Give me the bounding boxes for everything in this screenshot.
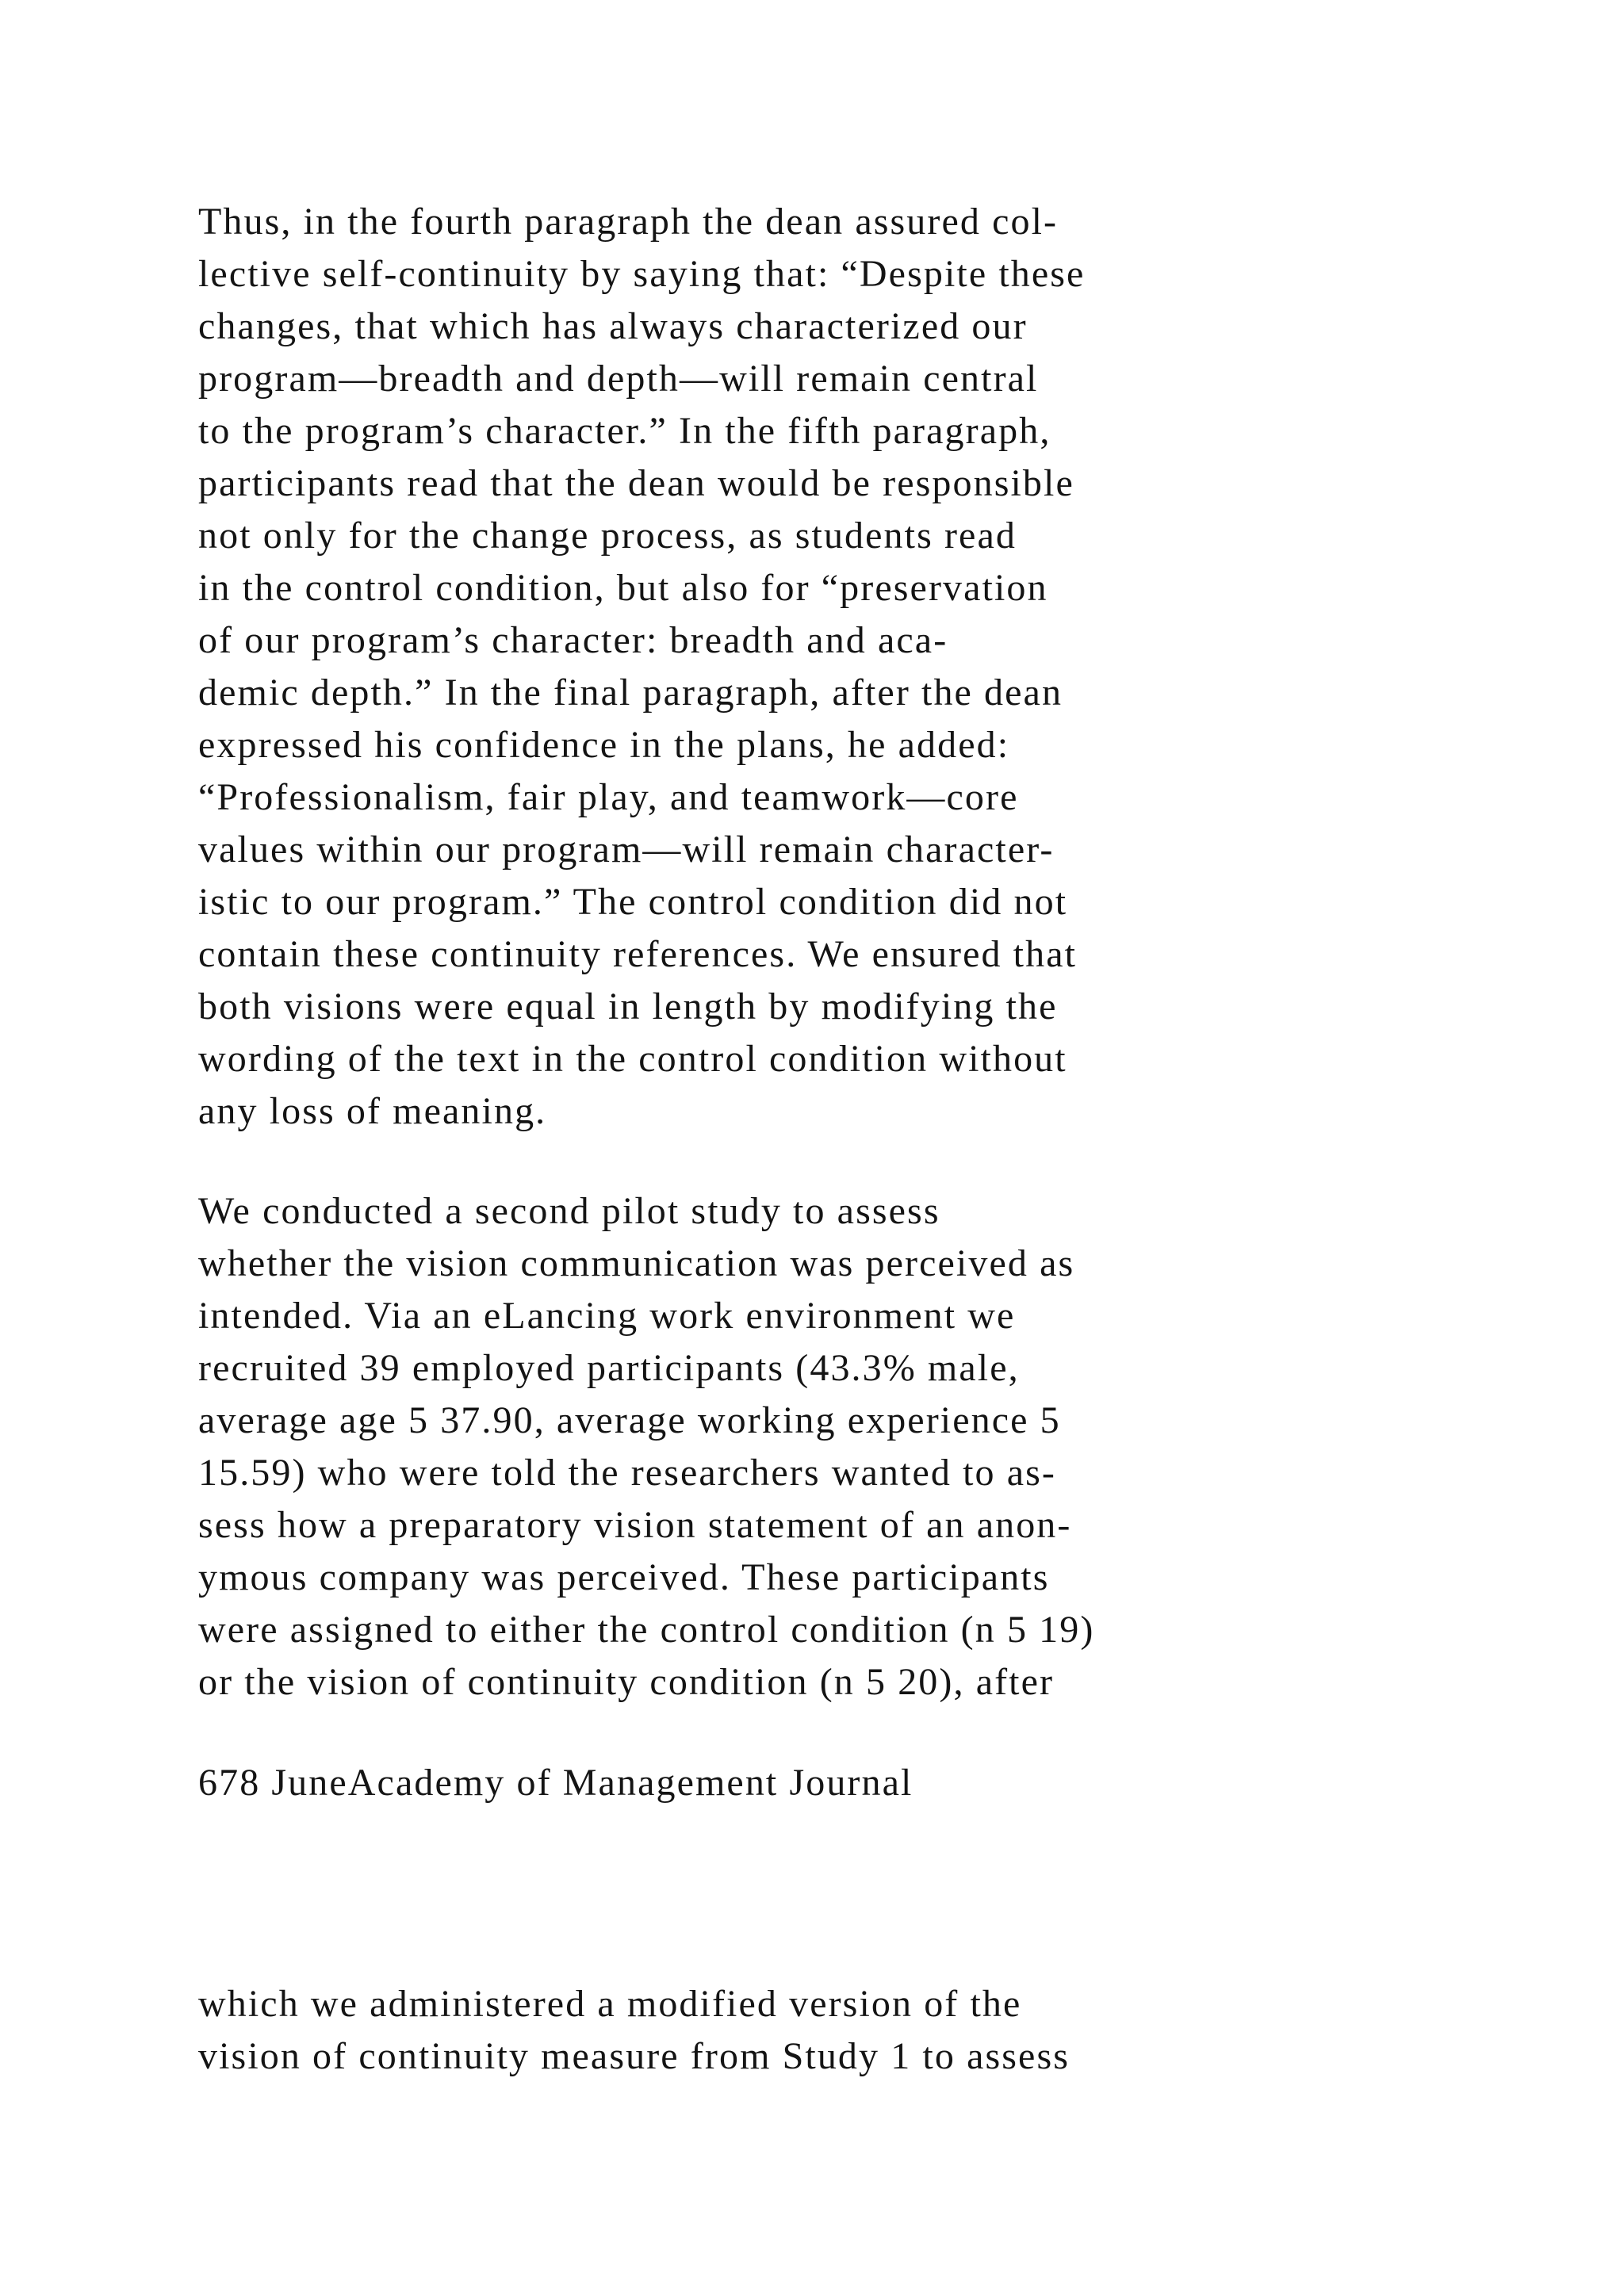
text-line: vision of continuity measure from Study 1 to assess bbox=[198, 2035, 1070, 2077]
text-line: contain these continuity references. We ensured that bbox=[198, 933, 1078, 975]
text-line: which we administered a modified version of the bbox=[198, 1983, 1022, 2025]
page-footer bbox=[198, 1757, 913, 1809]
text-line: demic depth.” In the final paragraph, after the dean bbox=[198, 672, 1063, 714]
text-line: any loss of meaning. bbox=[198, 1090, 547, 1132]
text-line: both visions were equal in length by modifying the bbox=[198, 985, 1058, 1027]
text-line: participants read that the dean would be responsible bbox=[198, 462, 1074, 504]
text-line: were assigned to either the control condition (n 5 19) bbox=[198, 1609, 1095, 1651]
text-line: changes, that which has always characterized our bbox=[198, 305, 1028, 347]
text-line: ymous company was perceived. These participants bbox=[198, 1556, 1050, 1598]
text-line: wording of the text in the control condition without bbox=[198, 1038, 1067, 1080]
text-line: intended. Via an eLancing work environment we bbox=[198, 1295, 1016, 1337]
text-line: recruited 39 employed participants (43.3% male, bbox=[198, 1347, 1020, 1389]
text-line: of our program’s character: breadth and aca- bbox=[198, 619, 948, 661]
text-line: istic to our program.” The control condition did not bbox=[198, 881, 1068, 923]
text-line: not only for the change process, as students read bbox=[198, 515, 1017, 557]
text-line: whether the vision communication was perceived as bbox=[198, 1242, 1075, 1284]
text-line: Thus, in the fourth paragraph the dean assured col- bbox=[198, 201, 1059, 243]
text-line: to the program’s character.” In the fifth paragraph, bbox=[198, 410, 1051, 452]
text-line: “Professionalism, fair play, and teamwork—core bbox=[198, 776, 1019, 818]
text-line: program—breadth and depth—will remain central bbox=[198, 358, 1039, 400]
text-line: or the vision of continuity condition (n 5 20), after bbox=[198, 1661, 1055, 1703]
text-line: We conducted a second pilot study to assess bbox=[198, 1190, 940, 1232]
text-line: values within our program—will remain character- bbox=[198, 828, 1055, 871]
body-paragraph-2 bbox=[198, 1185, 1094, 1709]
body-paragraph-1 bbox=[198, 196, 1085, 1138]
text-line: sess how a preparatory vision statement of an anon- bbox=[198, 1504, 1072, 1546]
text-line: lective self-continuity by saying that: “Despite these bbox=[198, 253, 1086, 295]
body-paragraph-3 bbox=[198, 1978, 1070, 2083]
text-line: average age 5 37.90, average working experience 5 bbox=[198, 1399, 1061, 1441]
text-line: in the control condition, but also for “preservation bbox=[198, 567, 1048, 609]
text-line: expressed his confidence in the plans, he added: bbox=[198, 724, 1010, 766]
text-line: 15.59) who were told the researchers wanted to as- bbox=[198, 1452, 1056, 1494]
footer-text: 678 JuneAcademy of Management Journal bbox=[198, 1762, 914, 1804]
